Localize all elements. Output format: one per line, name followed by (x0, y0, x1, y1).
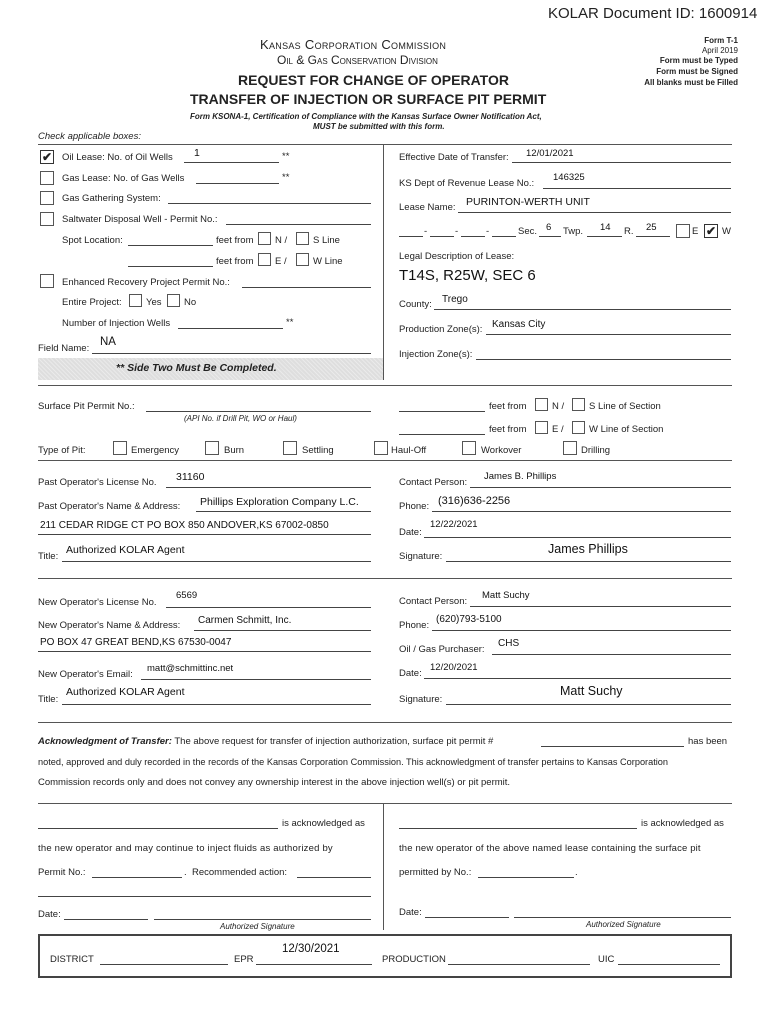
district-label: DISTRICT (50, 954, 94, 965)
form-signed-note: Form must be Signed (656, 67, 738, 76)
check-boxes-label: Check applicable boxes: (38, 131, 141, 142)
new-signature-value[interactable]: Matt Suchy (560, 684, 623, 698)
form-typed-note: Form must be Typed (659, 56, 738, 65)
past-bottom-divider (38, 578, 732, 579)
surface-pit-line (146, 411, 371, 412)
new-address-line (38, 651, 371, 652)
past-phone-line (432, 511, 731, 512)
location-dash-3: - (486, 226, 490, 237)
left-date-label: Date: (38, 909, 61, 920)
pit-type-drilling-label: Drilling (581, 445, 611, 456)
new-date-line (424, 678, 731, 679)
left-date-line (64, 919, 148, 920)
new-name-label: New Operator's Name & Address: (38, 620, 181, 631)
enhanced-permit-line (242, 287, 371, 288)
surface-pit-label: Surface Pit Permit No.: (38, 401, 135, 412)
past-address-line (38, 534, 371, 535)
form-title-line1: REQUEST FOR CHANGE OF OPERATOR (238, 72, 509, 88)
new-bottom-divider (38, 722, 732, 723)
pit-type-hauloff-checkbox[interactable] (374, 441, 388, 455)
left-permit-no-label: Permit No.: (38, 867, 86, 878)
pit-type-workover-checkbox[interactable] (462, 441, 476, 455)
legal-description-label: Legal Description of Lease: (399, 251, 515, 262)
twp-line (587, 236, 622, 237)
new-contact-line (470, 606, 731, 607)
uic-line (618, 964, 720, 965)
pit-type-hauloff-label: Haul-Off (391, 445, 427, 456)
ksona-note-line1: Form KSONA-1, Certification of Compliance with the Kansas Surface Owner Notification Act, (190, 112, 542, 121)
new-license-label: New Operator's License No. (38, 597, 157, 608)
right-authorized-signature: Authorized Signature (586, 920, 661, 929)
new-phone-value[interactable]: (620)793-5100 (436, 614, 502, 625)
effective-date-line (512, 162, 731, 163)
right-signature-line (514, 917, 731, 918)
ksona-note-line2: MUST be submitted with this form. (313, 122, 445, 131)
spot-feet-from-ns: feet from (216, 235, 254, 246)
new-address-value[interactable]: PO BOX 47 GREAT BEND,KS 67530-0047 (40, 637, 232, 648)
side-two-note: ** Side Two Must Be Completed. (116, 362, 277, 374)
new-phone-line (432, 630, 731, 631)
past-title-label: Title: (38, 551, 59, 562)
left-is-acknowledged: is acknowledged as (282, 818, 365, 829)
surface-pit-api-note: (API No. if Drill Pit, WO or Haul) (184, 414, 297, 423)
new-title-label: Title: (38, 694, 59, 705)
right-permitted-by-label: permitted by No.: (399, 867, 472, 878)
pit-e-checkbox[interactable] (535, 421, 548, 434)
field-name-value[interactable]: NA (100, 336, 116, 348)
past-title-value[interactable]: Authorized KOLAR Agent (66, 544, 185, 556)
oil-lease-label: Oil Lease: No. of Oil Wells (62, 152, 173, 163)
production-line (448, 964, 590, 965)
pit-feet-from-ew: feet from (489, 424, 527, 435)
panel-top-divider (38, 144, 732, 145)
range-line (636, 236, 670, 237)
gas-gathering-label: Gas Gathering System: (62, 193, 161, 204)
location-qtr1-line (399, 236, 423, 237)
injection-zone-line (476, 359, 731, 360)
twp-label: Twp. (563, 226, 584, 237)
district-line (100, 964, 228, 965)
past-signature-line (446, 561, 731, 562)
acknowledgment-line3: Commission records only and does not convey any ownership interest in the above injection well(s) or pit permit. (38, 777, 511, 788)
epr-line (256, 964, 372, 965)
past-title-line (62, 561, 371, 562)
form-id: Form T-1 (704, 36, 738, 45)
past-license-value[interactable]: 31160 (176, 471, 205, 483)
division-name: Oil & Gas Conservation Division (277, 53, 438, 67)
county-label: County: (399, 299, 432, 310)
new-signature-line (446, 704, 731, 705)
agency-name: Kansas Corporation Commission (260, 37, 447, 52)
range-w-label: W (722, 226, 731, 237)
pit-type-burn-checkbox[interactable] (205, 441, 219, 455)
pit-type-workover-label: Workover (481, 445, 522, 456)
past-license-line (166, 487, 371, 488)
county-line (434, 309, 731, 310)
spot-ew-line (128, 266, 213, 267)
saltwater-checkbox[interactable] (40, 212, 54, 226)
past-date-label: Date: (399, 527, 422, 538)
spot-e-checkbox[interactable] (258, 253, 271, 266)
new-date-label: Date: (399, 668, 422, 679)
legal-description-value[interactable]: T14S, R25W, SEC 6 (399, 267, 536, 284)
sec-label: Sec. (518, 226, 538, 237)
location-dash-1: - (424, 226, 428, 237)
right-date-label: Date: (399, 907, 422, 918)
pit-feet-from-ns: feet from (489, 401, 527, 412)
effective-date-value[interactable]: 12/01/2021 (526, 148, 574, 159)
location-qtr2-line (430, 236, 454, 237)
new-signature-label: Signature: (399, 694, 443, 705)
spot-n-label: N / (275, 235, 288, 246)
new-purchaser-value[interactable]: CHS (498, 638, 520, 649)
production-zone-value[interactable]: Kansas City (492, 319, 546, 330)
past-date-line (424, 537, 731, 538)
epr-value[interactable]: 12/30/2021 (282, 943, 340, 955)
right-new-operator-text: the new operator of the above named lease containing the surface pit (399, 843, 701, 854)
oil-wells-value[interactable]: 1 (194, 147, 200, 159)
pit-s-label: S Line of Section (589, 401, 661, 412)
form-title-line2: TRANSFER OF INJECTION OR SURFACE PIT PERMIT (190, 91, 547, 107)
past-name-value[interactable]: Phillips Exploration Company L.C. (200, 496, 359, 508)
enhanced-recovery-checkbox[interactable] (40, 274, 54, 288)
pit-ns-line (399, 411, 485, 412)
saltwater-label: Saltwater Disposal Well - Permit No.: (62, 214, 218, 225)
injection-wells-stars: ** (286, 317, 294, 328)
entire-project-no-checkbox[interactable] (167, 294, 180, 307)
gas-lease-checkbox[interactable] (40, 171, 54, 185)
new-contact-value[interactable]: Matt Suchy (482, 590, 530, 601)
sec-value[interactable]: 6 (546, 222, 552, 233)
past-phone-value[interactable]: (316)636-2256 (438, 495, 511, 507)
new-license-line (166, 607, 371, 608)
oil-wells-stars: ** (282, 151, 290, 162)
new-license-value[interactable]: 6569 (176, 590, 198, 601)
left-permit-dot: . (184, 867, 187, 878)
new-title-line (62, 704, 371, 705)
entire-project-label: Entire Project: (62, 297, 122, 308)
new-purchaser-line (492, 654, 731, 655)
production-label: PRODUCTION (382, 954, 446, 965)
right-ack-name-line (399, 828, 637, 829)
enhanced-recovery-label: Enhanced Recovery Project Permit No.: (62, 277, 230, 288)
past-contact-label: Contact Person: (399, 477, 468, 488)
right-is-acknowledged: is acknowledged as (641, 818, 724, 829)
new-name-value[interactable]: Carmen Schmitt, Inc. (198, 615, 292, 626)
pit-n-label: N / (552, 401, 565, 412)
past-contact-line (470, 487, 731, 488)
pit-n-checkbox[interactable] (535, 398, 548, 411)
twp-value[interactable]: 14 (600, 222, 611, 233)
spot-location-label: Spot Location: (62, 235, 123, 246)
lease-name-line (458, 212, 731, 213)
left-permit-no-line (92, 877, 182, 878)
saltwater-permit-line (226, 224, 371, 225)
ks-lease-line (543, 188, 731, 189)
spot-s-checkbox[interactable] (296, 232, 309, 245)
ks-lease-label: KS Dept of Revenue Lease No.: (399, 178, 535, 189)
panel-center-divider (383, 144, 384, 380)
left-recommended-line (297, 877, 371, 878)
pit-type-emergency-checkbox[interactable] (113, 441, 127, 455)
pit-w-checkbox[interactable] (572, 421, 585, 434)
lease-name-value[interactable]: PURINTON-WERTH UNIT (466, 196, 590, 208)
sec-line (539, 236, 561, 237)
entire-project-no-label: No (184, 297, 197, 308)
past-contact-value[interactable]: James B. Phillips (484, 471, 557, 482)
pit-bottom-divider (38, 460, 732, 461)
right-permit-dot: . (575, 867, 578, 878)
right-date-line (425, 917, 509, 918)
gas-gathering-checkbox[interactable] (40, 191, 54, 205)
new-email-label: New Operator's Email: (38, 669, 133, 680)
location-dash-2: - (455, 226, 459, 237)
injection-wells-label: Number of Injection Wells (62, 318, 171, 329)
ks-lease-value[interactable]: 146325 (553, 172, 585, 183)
entire-project-yes-checkbox[interactable] (129, 294, 142, 307)
new-email-value[interactable]: matt@schmittinc.net (147, 663, 234, 674)
field-name-label: Field Name: (38, 343, 90, 354)
county-value[interactable]: Trego (442, 294, 468, 305)
epr-label: EPR (234, 954, 254, 965)
right-permitted-by-line (478, 877, 574, 878)
new-name-line (194, 630, 371, 631)
range-value[interactable]: 25 (646, 222, 657, 233)
range-label: R. (624, 226, 634, 237)
spot-e-label: E / (275, 256, 287, 267)
uic-label: UIC (598, 954, 615, 965)
pit-type-drilling-checkbox[interactable] (563, 441, 577, 455)
left-ack-name-line (38, 828, 278, 829)
ack-center-divider (383, 803, 384, 930)
location-qtr4-line (492, 236, 516, 237)
pit-w-label: W Line of Section (589, 424, 664, 435)
pit-type-burn-label: Burn (224, 445, 245, 456)
gas-wells-stars: ** (282, 172, 290, 183)
pit-type-settling-label: Settling (302, 445, 334, 456)
ack-bottom-divider (38, 803, 732, 804)
field-name-line (92, 353, 371, 354)
oil-wells-line (184, 162, 279, 163)
entire-project-yes-label: Yes (146, 297, 162, 308)
spot-feet-from-ew: feet from (216, 256, 254, 267)
pit-s-checkbox[interactable] (572, 398, 585, 411)
new-date-value[interactable]: 12/20/2021 (430, 662, 478, 673)
range-e-checkbox[interactable] (676, 224, 690, 238)
acknowledgment-permit-line (541, 746, 684, 747)
acknowledgment-line1 (38, 736, 493, 747)
range-e-label: E (692, 226, 699, 237)
left-signature-line (154, 919, 371, 920)
effective-date-label: Effective Date of Transfer: (399, 152, 509, 163)
pit-type-label: Type of Pit: (38, 445, 86, 456)
form-revision-date: April 2019 (701, 46, 738, 55)
new-title-value[interactable]: Authorized KOLAR Agent (66, 686, 185, 698)
past-signature-value[interactable]: James Phillips (548, 542, 628, 556)
past-name-line (196, 511, 371, 512)
lease-name-label: Lease Name: (399, 202, 456, 213)
injection-wells-line (178, 328, 283, 329)
spot-w-checkbox[interactable] (296, 253, 309, 266)
pit-e-label: E / (552, 424, 564, 435)
past-phone-label: Phone: (399, 501, 430, 512)
range-w-checkbox[interactable]: ✔ (705, 224, 717, 238)
oil-lease-checkbox[interactable]: ✔ (41, 150, 53, 164)
production-zone-label: Production Zone(s): (399, 324, 483, 335)
pit-ew-line (399, 434, 485, 435)
new-email-line (141, 679, 371, 680)
left-recommended-label: Recommended action: (192, 867, 288, 878)
past-license-label: Past Operator's License No. (38, 477, 157, 488)
panel-bottom-divider (38, 385, 732, 386)
new-purchaser-label: Oil / Gas Purchaser: (399, 644, 485, 655)
pit-type-emergency-label: Emergency (131, 445, 180, 456)
spot-s-label: S Line (313, 235, 340, 246)
acknowledgment-line2: noted, approved and duly recorded in the records of the Kansas Corporation Commission. This acknowledgment of transfer pertains to Kansas Corporation (38, 757, 669, 767)
acknowledgment-heading: Acknowledgment of Transfer: (38, 736, 172, 747)
gas-wells-line (196, 183, 279, 184)
spot-n-checkbox[interactable] (258, 232, 271, 245)
production-zone-line (486, 334, 731, 335)
new-phone-label: Phone: (399, 620, 430, 631)
past-address-value[interactable]: 211 CEDAR RIDGE CT PO BOX 850 ANDOVER,KS 67002-0850 (40, 520, 329, 531)
location-qtr3-line (461, 236, 485, 237)
gas-gathering-line (168, 203, 371, 204)
left-authorized-signature: Authorized Signature (220, 922, 295, 931)
injection-zone-label: Injection Zone(s): (399, 349, 473, 360)
pit-type-settling-checkbox[interactable] (283, 441, 297, 455)
spot-w-label: W Line (313, 256, 343, 267)
new-contact-label: Contact Person: (399, 596, 468, 607)
left-recommended-line2 (38, 896, 371, 897)
past-signature-label: Signature: (399, 551, 443, 562)
past-name-label: Past Operator's Name & Address: (38, 501, 181, 512)
gas-lease-label: Gas Lease: No. of Gas Wells (62, 173, 185, 184)
spot-ns-line (128, 245, 213, 246)
left-new-operator-text: the new operator and may continue to inject fluids as authorized by (38, 843, 333, 854)
form-filled-note: All blanks must be Filled (644, 78, 738, 87)
acknowledgment-text1: The above request for transfer of injection authorization, surface pit permit # (174, 736, 494, 747)
document-id: KOLAR Document ID: 1600914 (548, 5, 758, 22)
acknowledgment-has-been: has been (688, 736, 728, 747)
past-date-value[interactable]: 12/22/2021 (430, 519, 478, 530)
